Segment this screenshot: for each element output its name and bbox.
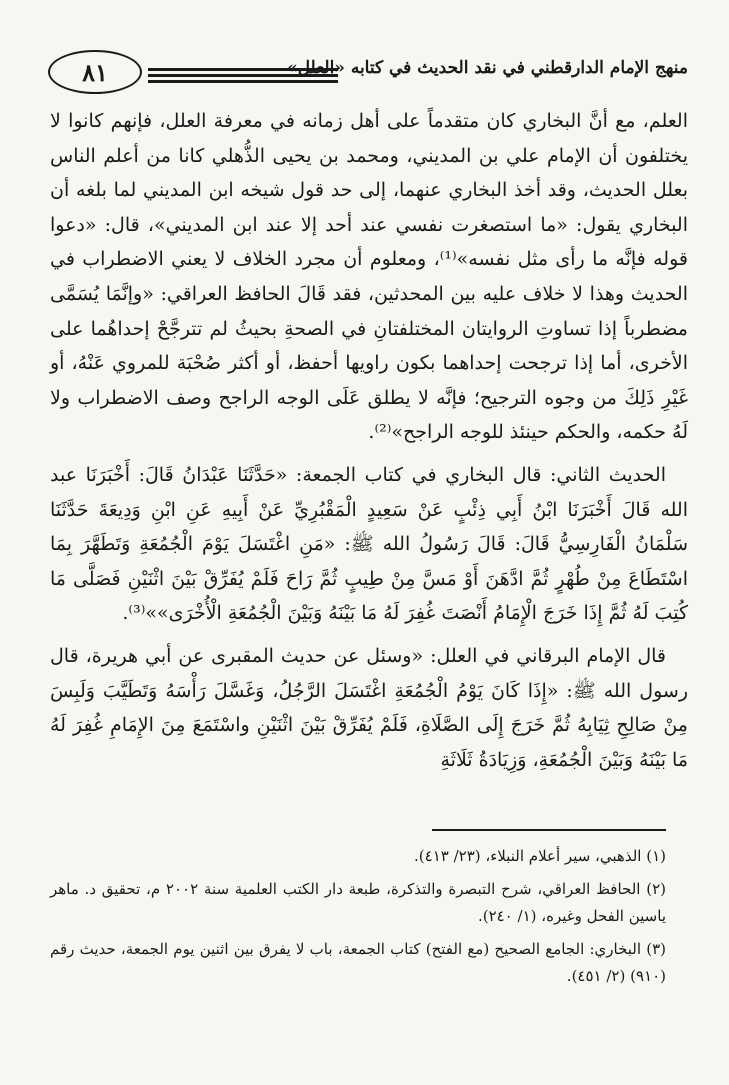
paragraph-3-barqani: قال الإمام البرقاني في العلل: «وسئل عن حديث المقبرى عن أبي هريرة، قال رسول الله ﷺ: «إِذَا كَانَ يَوْمُ الْجُمُعَةِ اغْتَسَلَ الرَّجُلُ، وَغَسَّلَ رَأْسَهُ وَتَطَيَّبَ وَلَبِسَ مِنْ صَالِحِ ثِيَابِهُ ثُمَّ خَرَجَ إِلَى الصَّلَاةِ، فَلَمْ يُفَرِّقْ بَيْنَ اثْنَيْنِ واسْتَمَعَ مِنَ الإِمَامِ غُفِرَ لَهُ مَا بَيْنَهُ وَبَيْنَ الْجُمُعَةِ، وَزِيَادَةُ ثَلَاثَةِ — [50, 644, 688, 771]
paragraph-2-hadith-bukhari: الحديث الثاني: قال البخاري في كتاب الجمعة: «حَدَّثَنَا عَبْدَانُ قَالَ: أَخْبَرَنَا عبد الله قَالَ أَخْبَرَنَا ابْنُ أَبِي ذِئْبٍ عَنْ سَعِيدٍ الْمَقْبُرِيِّ عَنْ أَبِيهِ عَنِ ابْنِ وَدِيعَةَ حَدَّثَنَا سَلْمَانُ الْفَارِسِيُّ قَالَ: قَالَ رَسُولُ الله ﷺ: «مَنِ اغْتَسَلَ يَوْمَ الْجُمُعَةِ وَتَطَهَّرَ بِمَا اسْتَطَاعَ مِنْ طُهْرٍ ثُمَّ ادَّهَنَ أَوْ مَسَّ مِنْ طِيبٍ ثُمَّ رَاحَ فَلَمْ يُفَرِّقْ بَيْنَ اثْنَيْنِ فَصَلَّى مَا كُتِبَ لَهُ ثُمَّ إِذَا خَرَجَ الْإِمَامُ أَنْصَتَ غُفِرَ لَهُ مَا بَيْنَهُ وَبَيْنَ الْجُمُعَةِ الْأُخْرَى»»⁽³⁾. — [50, 463, 688, 625]
page-header — [48, 50, 688, 98]
footnote-1: (١) الذهبي، سير أعلام النبلاء، (٢٣/ ٤١٣). — [414, 847, 666, 865]
footnote-divider — [432, 829, 666, 831]
main-text — [50, 104, 688, 777]
footnotes — [50, 843, 666, 996]
page-number: ٨١ — [48, 50, 142, 94]
footnote-2: (٢) الحافظ العراقي، شرح التبصرة والتذكرة، طبعة دار الكتب العلمية سنة ٢٠٠٢ م، تحقيق د. ماهر ياسين الفحل وغيره، (١/ ٢٤٠). — [50, 880, 667, 925]
paragraph-1: العلم، مع أنَّ البخاري كان متقدماً على أهل زمانه في معرفة العلل، فإنهم كانوا لا يختلفون أن الإمام علي بن المديني، ومحمد بن يحيى الذُّهلي كانا من أعلم الناس بعلل الحديث، وقد أخذ البخاري عنهما، إلى حد قول شيخه ابن المديني لما بلغه أن البخاري يقول: «ما استصغرت نفسي عند أحد إلا عند ابن المديني»، قال: «دعوا قوله فإنَّه ما رأى مثل نفسه»⁽¹⁾، ومعلوم أن مجرد الخلاف لا يعني الاضطراب في الحديث وهذا لا خلاف عليه بين المحدثين، فقد قَالَ الحافظ العراقي: «وإنَّمَا يُسَمَّى مضطرباً إذا تساوتِ الروايتان المختلفتانِ في الصحةِ بحيثُ لم تترجَّحْ إحداهُما على الأخرى، أما إذا ترجحت إحداهما بكون راويها أحفظ، أو أكثر صُحْبَة للمروي عَنْهُ، أو غَيْرِ ذَلِكَ من وجوه الترجيح؛ فإنَّه لا يطلق عَلَى الوجه الراجح وصف الاضطراب ولا لَهُ حكمه، والحكم حينئذ للوجه الراجح»⁽²⁾. — [50, 110, 688, 444]
footnote-3: (٣) البخاري: الجامع الصحيح (مع الفتح) كتاب الجمعة، باب لا يفرق بين اثنين يوم الجمعة، حديث رقم (٩١٠) (٢/ ٤٥١). — [50, 940, 666, 985]
running-title: منهج الإمام الدارقطني في نقد الحديث في كتابه «العلل» — [287, 58, 688, 78]
